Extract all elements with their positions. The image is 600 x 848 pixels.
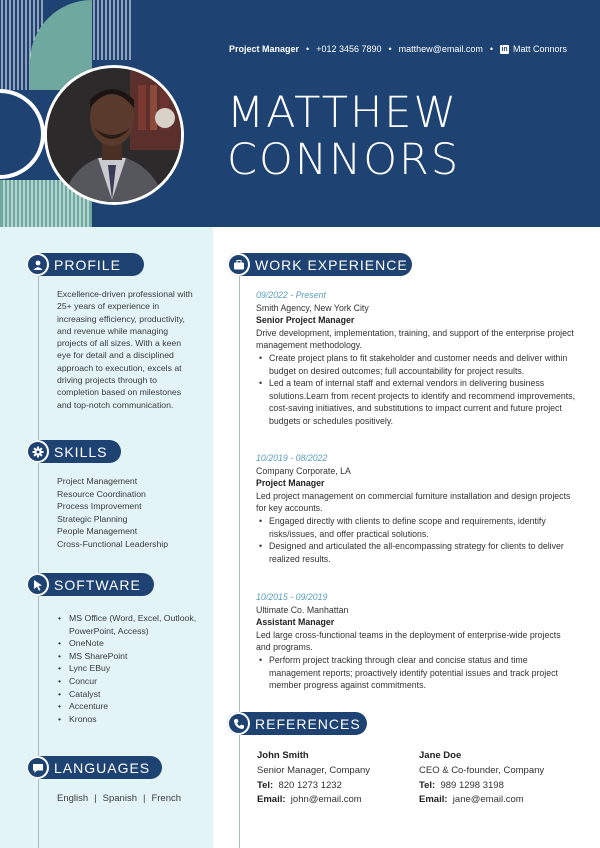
gear-icon (26, 440, 49, 463)
job-title: Assistant Manager (256, 617, 335, 628)
job-bullet: • Led a team of internal staff and external vendors in delivering business solutions.Learn from recent projects to identify and recommend improvements, cost-saving initiatives, and substitutions to impact current and future project budgets or schedules positively. (256, 377, 576, 427)
software-heading (26, 573, 154, 596)
references-heading (227, 712, 367, 735)
skill-item: Project Management (57, 476, 138, 486)
tel-label: Tel: (257, 779, 274, 791)
reference-entry (419, 749, 544, 808)
last-name: CONNORS (227, 135, 461, 185)
job-entry (256, 591, 576, 692)
software-heading-label: SOFTWARE (54, 576, 141, 593)
header (0, 0, 600, 227)
skill-item: Resource Coordination (57, 488, 146, 499)
job-summary: Led large cross-functional teams in the deployment of enterprise-wide projects and programs. (256, 629, 561, 653)
language-separator: | (142, 793, 146, 804)
job-entry (256, 289, 576, 428)
tel-label: Tel: (419, 779, 436, 791)
reference-role: Senior Manager, Company (257, 764, 371, 776)
job-company: Smith Agency, New York City (256, 302, 369, 313)
skills-list (57, 475, 168, 551)
skills-heading (26, 440, 121, 463)
language-item: English (57, 793, 89, 804)
header-linkedin[interactable]: Matt Connors (513, 44, 568, 54)
software-item: • Kronos (57, 713, 202, 726)
language-item: Spanish (102, 793, 137, 804)
reference-role: CEO & Co-founder, Company (419, 764, 545, 776)
job-bullet: • Engaged directly with clients to define scope and requirements, identify risks/issues, and offer practical solutions. (256, 515, 576, 540)
cursor-icon (26, 573, 49, 596)
software-item: • MS Office (Word, Excel, Outlook, PowerPoint, Access) (57, 612, 202, 637)
reference-name: John Smith (257, 750, 309, 761)
language-item: French (151, 793, 182, 804)
software-item: • OneNote (57, 637, 202, 650)
job-summary: Led project management on commercial furniture installation and design projects for key accounts. (256, 490, 571, 514)
languages-list (57, 793, 181, 804)
work-heading-label: WORK EXPERIENCE (255, 256, 408, 273)
briefcase-icon (227, 253, 250, 276)
header-email[interactable]: matthew@email.com (398, 44, 483, 54)
job-bullets (256, 654, 576, 692)
reference-email-value[interactable]: john@email.com (290, 794, 362, 806)
software-item: • MS SharePoint (57, 650, 202, 663)
job-bullet: • Create project plans to fit stakeholder and customer needs and deliver within budget on desired outcomes; full accountability for project results. (256, 352, 576, 377)
software-list (57, 612, 202, 725)
languages-heading-label: LANGUAGES (54, 759, 151, 776)
job-entry (256, 452, 576, 565)
header-phone[interactable]: +012 3456 7890 (316, 44, 382, 54)
profile-heading-label: PROFILE (54, 256, 121, 273)
language-separator: | (94, 793, 97, 804)
linkedin-icon: in (501, 45, 508, 53)
job-bullet: • Perform project tracking through clear and concise status and time management reports; proactively identify potential issues and track project member progress against commitments. (256, 654, 576, 692)
email-label: Email: (419, 794, 448, 806)
full-name (227, 90, 460, 184)
reference-tel-value[interactable]: 820 1273 1232 (278, 779, 342, 791)
reference-tel (419, 779, 544, 794)
separator-dot: • (306, 44, 310, 54)
software-item: • Accenture (57, 700, 202, 713)
chat-bubble-icon (26, 756, 49, 779)
skill-item: People Management (57, 526, 138, 537)
right-timeline-line (239, 264, 240, 848)
job-date: 10/2015 - 09/2019 (256, 592, 328, 602)
work-heading (227, 253, 412, 276)
reference-entry (257, 749, 370, 808)
job-date: 09/2022 - Present (256, 290, 326, 300)
skills-heading-label: SKILLS (54, 443, 108, 460)
separator-dot: • (489, 44, 493, 54)
job-company: Company Corporate, LA (256, 465, 351, 476)
software-item: • Lync EBuy (57, 662, 202, 675)
header-job-title: Project Manager (229, 44, 300, 54)
job-title: Senior Project Manager (256, 315, 355, 326)
reference-tel-value[interactable]: 989 1298 3198 (440, 779, 504, 791)
job-company: Ultimate Co. Manhattan (256, 604, 349, 615)
languages-heading (26, 756, 162, 779)
user-icon (26, 253, 49, 276)
profile-heading (26, 253, 144, 276)
software-item: • Concur (57, 675, 202, 688)
header-decoration (0, 0, 215, 227)
reference-tel (257, 779, 370, 794)
job-date: 10/2019 - 08/2022 (256, 453, 328, 463)
reference-email (419, 793, 544, 808)
references-heading-label: REFERENCES (255, 715, 361, 732)
job-bullets (256, 515, 576, 565)
job-bullets (256, 352, 576, 428)
software-item: • Catalyst (57, 688, 202, 701)
reference-email-value[interactable]: jane@email.com (452, 794, 524, 806)
reference-email (257, 793, 370, 808)
first-name: MATTHEW (227, 88, 458, 138)
job-bullet: • Designed and articulated the all-encompassing strategy for clients to deliver realized results. (256, 540, 576, 565)
skill-item: Process Improvement (57, 501, 142, 512)
separator-dot: • (388, 44, 392, 54)
job-summary: Drive development, implementation, training, and support of the enterprise project management methodology. (256, 327, 574, 351)
profile-text: Excellence-driven professional with 25+ years of experience in increasing efficiency, productivity, and revenue while managing projects of all sizes. With a keen eye for detail and a disciplined approach to execution, excels at driving projects through to completion based on milestones and top-notch communication. (57, 289, 193, 410)
reference-name: Jane Doe (419, 750, 462, 761)
skill-item: Cross-Functional Leadership (57, 538, 169, 549)
job-title: Project Manager (256, 478, 325, 489)
contact-bar (229, 44, 567, 54)
email-label: Email: (257, 794, 286, 806)
skill-item: Strategic Planning (57, 513, 128, 524)
phone-icon (227, 712, 250, 735)
